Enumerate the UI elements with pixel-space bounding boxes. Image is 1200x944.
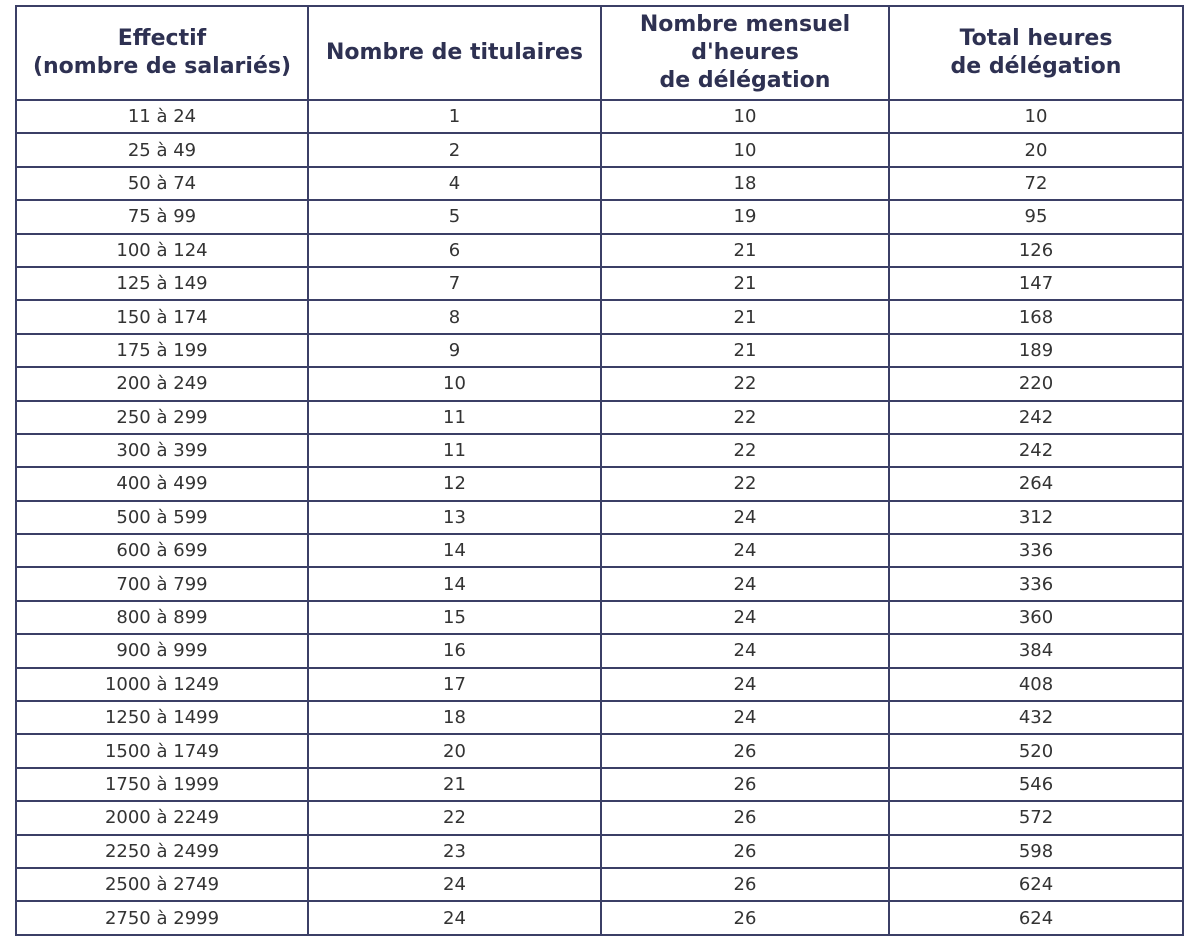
cell-total-heures: 336	[889, 567, 1183, 600]
cell-titulaires: 24	[308, 868, 601, 901]
cell-heures-mensuelles: 22	[601, 434, 889, 467]
cell-heures-mensuelles: 22	[601, 401, 889, 434]
cell-heures-mensuelles: 26	[601, 768, 889, 801]
header-total-heures-line-1: Total heures	[959, 26, 1113, 51]
cell-total-heures: 168	[889, 300, 1183, 333]
cell-heures-mensuelles: 24	[601, 601, 889, 634]
cell-effectif: 100 à 124	[16, 234, 308, 267]
table-row	[16, 734, 1183, 767]
table-row	[16, 567, 1183, 600]
cell-total-heures: 95	[889, 200, 1183, 233]
cell-heures-mensuelles: 24	[601, 534, 889, 567]
table-row	[16, 200, 1183, 233]
table-row	[16, 267, 1183, 300]
cell-effectif: 500 à 599	[16, 501, 308, 534]
cell-titulaires: 5	[308, 200, 601, 233]
cell-heures-mensuelles: 22	[601, 467, 889, 500]
cell-effectif: 75 à 99	[16, 200, 308, 233]
cell-total-heures: 546	[889, 768, 1183, 801]
cell-total-heures: 360	[889, 601, 1183, 634]
header-total-heures	[889, 6, 1183, 100]
cell-total-heures: 408	[889, 668, 1183, 701]
cell-total-heures: 20	[889, 133, 1183, 166]
cell-total-heures: 312	[889, 501, 1183, 534]
cell-heures-mensuelles: 21	[601, 300, 889, 333]
cell-heures-mensuelles: 26	[601, 801, 889, 834]
cell-heures-mensuelles: 26	[601, 901, 889, 934]
cell-titulaires: 7	[308, 267, 601, 300]
header-heures-mensuelles-line-3: de délégation	[659, 68, 831, 93]
cell-titulaires: 1	[308, 100, 601, 133]
cell-total-heures: 10	[889, 100, 1183, 133]
cell-heures-mensuelles: 26	[601, 868, 889, 901]
cell-total-heures: 126	[889, 234, 1183, 267]
cell-total-heures: 264	[889, 467, 1183, 500]
table-row	[16, 334, 1183, 367]
delegation-hours-table	[15, 5, 1184, 936]
table-row	[16, 534, 1183, 567]
table-row	[16, 801, 1183, 834]
cell-effectif: 150 à 174	[16, 300, 308, 333]
cell-titulaires: 14	[308, 534, 601, 567]
cell-titulaires: 9	[308, 334, 601, 367]
cell-total-heures: 147	[889, 267, 1183, 300]
cell-heures-mensuelles: 26	[601, 734, 889, 767]
cell-heures-mensuelles: 19	[601, 200, 889, 233]
cell-effectif: 2500 à 2749	[16, 868, 308, 901]
cell-titulaires: 22	[308, 801, 601, 834]
table-row	[16, 467, 1183, 500]
cell-heures-mensuelles: 22	[601, 367, 889, 400]
header-total-heures-line-2: de délégation	[950, 54, 1122, 79]
cell-effectif: 2750 à 2999	[16, 901, 308, 934]
header-heures-mensuelles-line-1: Nombre mensuel	[639, 12, 851, 37]
cell-total-heures: 432	[889, 701, 1183, 734]
cell-effectif: 1750 à 1999	[16, 768, 308, 801]
cell-effectif: 50 à 74	[16, 167, 308, 200]
cell-total-heures: 242	[889, 434, 1183, 467]
table-row	[16, 434, 1183, 467]
table-row	[16, 901, 1183, 934]
cell-titulaires: 14	[308, 567, 601, 600]
table-row	[16, 300, 1183, 333]
cell-effectif: 200 à 249	[16, 367, 308, 400]
header-effectif	[16, 6, 308, 100]
cell-titulaires: 2	[308, 133, 601, 166]
cell-titulaires: 17	[308, 668, 601, 701]
cell-effectif: 800 à 899	[16, 601, 308, 634]
cell-heures-mensuelles: 24	[601, 567, 889, 600]
table-row	[16, 634, 1183, 667]
cell-effectif: 600 à 699	[16, 534, 308, 567]
cell-effectif: 2000 à 2249	[16, 801, 308, 834]
table-row	[16, 367, 1183, 400]
cell-effectif: 1000 à 1249	[16, 668, 308, 701]
cell-effectif: 300 à 399	[16, 434, 308, 467]
cell-total-heures: 598	[889, 835, 1183, 868]
cell-titulaires: 13	[308, 501, 601, 534]
cell-total-heures: 384	[889, 634, 1183, 667]
cell-heures-mensuelles: 24	[601, 701, 889, 734]
cell-heures-mensuelles: 26	[601, 835, 889, 868]
cell-total-heures: 572	[889, 801, 1183, 834]
table-row	[16, 701, 1183, 734]
cell-titulaires: 11	[308, 434, 601, 467]
table-row	[16, 868, 1183, 901]
cell-titulaires: 23	[308, 835, 601, 868]
table-body	[16, 100, 1183, 935]
cell-titulaires: 18	[308, 701, 601, 734]
cell-total-heures: 336	[889, 534, 1183, 567]
header-effectif-line-2: (nombre de salariés)	[32, 54, 292, 79]
cell-effectif: 1500 à 1749	[16, 734, 308, 767]
cell-total-heures: 624	[889, 901, 1183, 934]
header-titulaires-line-1: Nombre de titulaires	[326, 40, 583, 65]
header-heures-mensuelles-line-2: d'heures	[691, 40, 799, 65]
header-row	[16, 6, 1183, 100]
cell-titulaires: 10	[308, 367, 601, 400]
cell-heures-mensuelles: 10	[601, 100, 889, 133]
cell-total-heures: 189	[889, 334, 1183, 367]
cell-effectif: 400 à 499	[16, 467, 308, 500]
cell-heures-mensuelles: 21	[601, 234, 889, 267]
cell-heures-mensuelles: 24	[601, 668, 889, 701]
table-row	[16, 401, 1183, 434]
header-heures-mensuelles	[601, 6, 889, 100]
header-titulaires	[308, 6, 601, 100]
cell-total-heures: 242	[889, 401, 1183, 434]
table-row	[16, 133, 1183, 166]
header-effectif-line-1: Effectif	[117, 26, 207, 51]
cell-effectif: 700 à 799	[16, 567, 308, 600]
cell-heures-mensuelles: 18	[601, 167, 889, 200]
table-header	[16, 6, 1183, 100]
cell-effectif: 11 à 24	[16, 100, 308, 133]
cell-effectif: 125 à 149	[16, 267, 308, 300]
table-row	[16, 501, 1183, 534]
table-row	[16, 167, 1183, 200]
cell-heures-mensuelles: 24	[601, 501, 889, 534]
cell-effectif: 900 à 999	[16, 634, 308, 667]
cell-titulaires: 15	[308, 601, 601, 634]
table-row	[16, 768, 1183, 801]
cell-titulaires: 12	[308, 467, 601, 500]
cell-heures-mensuelles: 24	[601, 634, 889, 667]
cell-titulaires: 8	[308, 300, 601, 333]
cell-titulaires: 20	[308, 734, 601, 767]
table-row	[16, 601, 1183, 634]
cell-effectif: 25 à 49	[16, 133, 308, 166]
cell-heures-mensuelles: 21	[601, 334, 889, 367]
cell-effectif: 2250 à 2499	[16, 835, 308, 868]
cell-effectif: 175 à 199	[16, 334, 308, 367]
table-row	[16, 234, 1183, 267]
cell-total-heures: 624	[889, 868, 1183, 901]
table-row	[16, 668, 1183, 701]
table-row	[16, 835, 1183, 868]
cell-effectif: 1250 à 1499	[16, 701, 308, 734]
cell-total-heures: 520	[889, 734, 1183, 767]
cell-titulaires: 11	[308, 401, 601, 434]
cell-effectif: 250 à 299	[16, 401, 308, 434]
cell-titulaires: 24	[308, 901, 601, 934]
cell-total-heures: 220	[889, 367, 1183, 400]
cell-titulaires: 21	[308, 768, 601, 801]
cell-titulaires: 16	[308, 634, 601, 667]
cell-titulaires: 6	[308, 234, 601, 267]
cell-titulaires: 4	[308, 167, 601, 200]
cell-heures-mensuelles: 21	[601, 267, 889, 300]
cell-heures-mensuelles: 10	[601, 133, 889, 166]
table-row	[16, 100, 1183, 133]
cell-total-heures: 72	[889, 167, 1183, 200]
